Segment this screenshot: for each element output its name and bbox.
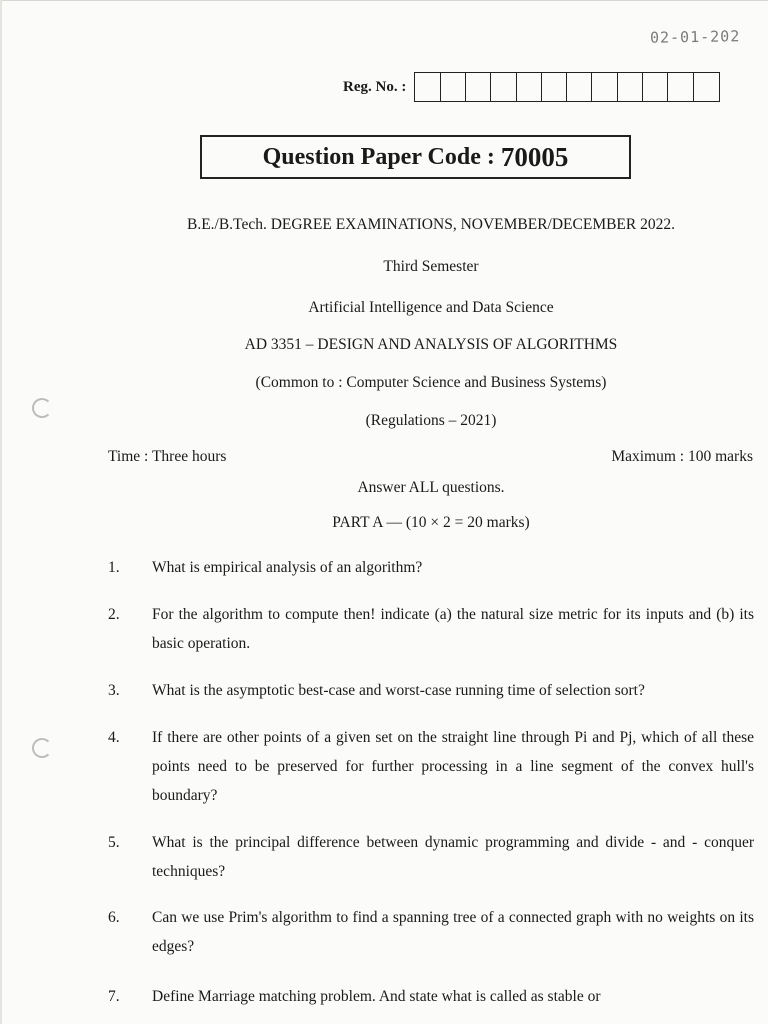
question-item [108, 982, 754, 1011]
reg-no-box [618, 73, 643, 101]
question-text: What is the asymptotic best-case and worst-case running time of selection sort? [152, 682, 645, 699]
question-number: 5. [108, 834, 120, 851]
question-paper-code-number: 70005 [500, 141, 569, 172]
question-item [108, 723, 754, 810]
question-number: 7. [108, 988, 120, 1005]
question-text: If there are other points of a given set on the straight line through Pi and Pj, which of all these points need to be preserved for further processing in a line segment of the convex hull's boundary? [152, 729, 754, 804]
question-item [108, 828, 754, 886]
reg-no-box [668, 73, 693, 101]
question-text: Define Marriage matching problem. And state what is called as stable or [152, 988, 601, 1005]
reg-no-row [343, 72, 720, 102]
page-top-edge [0, 0, 768, 1]
punch-hole-icon [32, 398, 52, 418]
question-item [108, 903, 754, 961]
branch-line: Artificial Intelligence and Data Science [308, 299, 554, 316]
regulations-line: (Regulations – 2021) [365, 412, 497, 429]
punch-hole-icon [32, 738, 52, 758]
reg-no-label: Reg. No. : [343, 78, 407, 95]
handwritten-date: 02-01-202 [649, 27, 741, 47]
question-number: 4. [108, 729, 120, 746]
reg-no-box [415, 73, 440, 101]
reg-no-box [592, 73, 617, 101]
time-marks-row [108, 448, 753, 466]
max-marks-label: Maximum : 100 marks [611, 448, 753, 465]
reg-no-box [466, 73, 491, 101]
reg-no-box [517, 73, 542, 101]
exam-title: B.E./B.Tech. DEGREE EXAMINATIONS, NOVEMBER/DECEMBER 2022. [186, 216, 675, 233]
question-item [108, 553, 754, 582]
question-text: What is the principal difference between dynamic programming and divide - and - conquer techniques? [152, 834, 754, 880]
semester-line: Third Semester [383, 258, 479, 275]
question-number: 1. [108, 559, 120, 576]
question-number: 2. [108, 606, 120, 623]
question-text: What is empirical analysis of an algorithm? [152, 559, 423, 576]
question-item [108, 676, 754, 705]
question-number: 6. [108, 909, 120, 926]
question-item [108, 600, 754, 658]
question-text: Can we use Prim's algorithm to find a spanning tree of a connected graph with no weights on its edges? [152, 909, 754, 955]
question-paper-code-box [200, 135, 631, 179]
time-label: Time : Three hours [108, 448, 227, 465]
part-a-heading: PART A — (10 × 2 = 20 marks) [332, 514, 530, 531]
question-number: 3. [108, 682, 120, 699]
common-to-line: (Common to : Computer Science and Business Systems) [255, 374, 607, 391]
reg-no-box [491, 73, 516, 101]
instruction-line: Answer ALL questions. [357, 479, 505, 496]
question-paper-code-label: Question Paper Code : [262, 143, 495, 170]
question-text: For the algorithm to compute then! indicate (a) the natural size metric for its inputs and (b) its basic operation. [152, 606, 754, 652]
reg-no-box [694, 73, 719, 101]
reg-no-box [643, 73, 668, 101]
reg-no-box [567, 73, 592, 101]
reg-no-boxes [414, 72, 720, 102]
subject-line: AD 3351 – DESIGN AND ANALYSIS OF ALGORITHMS [244, 336, 618, 353]
page-left-edge [0, 0, 2, 1024]
reg-no-box [542, 73, 567, 101]
reg-no-box [441, 73, 466, 101]
